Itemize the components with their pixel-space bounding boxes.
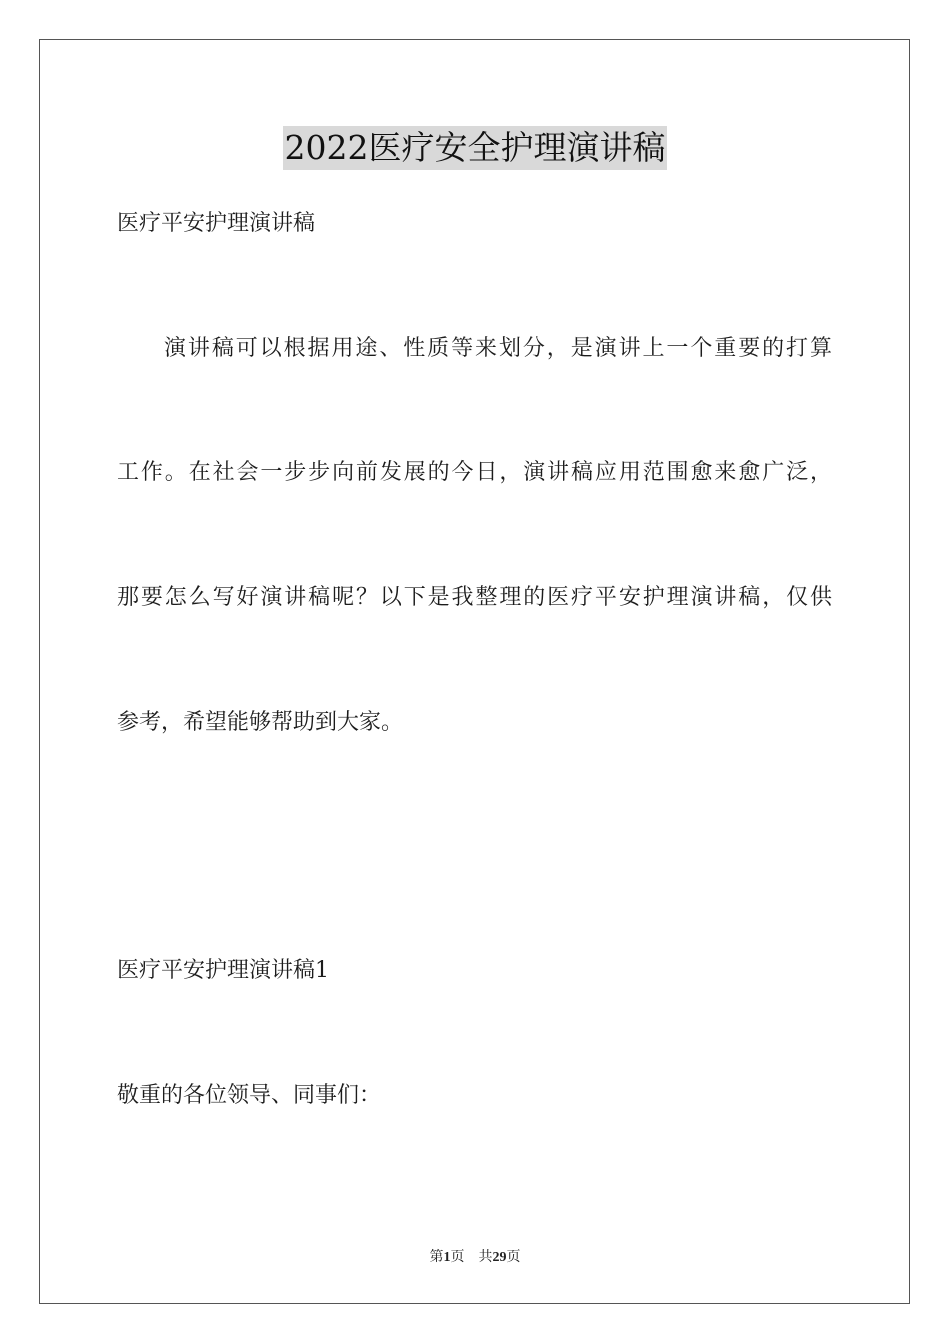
- page-suffix: 页: [450, 1249, 465, 1265]
- page-footer: [0, 1248, 950, 1267]
- paragraph-line-4: 参考，希望能够帮助到大家。: [117, 710, 404, 735]
- paragraph-line-1: 演讲稿可以根据用途、性质等来划分，是演讲上一个重要的打算: [164, 336, 832, 361]
- paragraph-line-3: 那要怎么写好演讲稿呢？以下是我整理的医疗平安护理演讲稿，仅供: [117, 585, 832, 610]
- document-title: 2022医疗安全护理演讲稿: [283, 126, 668, 170]
- document-subtitle: 医疗平安护理演讲稿: [117, 211, 316, 236]
- paragraph-line-2: 工作。在社会一步步向前发展的今日，演讲稿应用范围愈来愈广泛，: [117, 460, 832, 485]
- title-container: [0, 126, 950, 170]
- total-suffix: 页: [506, 1249, 521, 1265]
- page-total: 29: [492, 1250, 507, 1265]
- page-current: 1: [443, 1250, 451, 1265]
- section-heading: 医疗平安护理演讲稿1: [117, 958, 329, 983]
- page-prefix: 第: [429, 1249, 444, 1265]
- total-prefix: 共: [478, 1249, 493, 1265]
- salutation: 敬重的各位领导、同事们：: [117, 1083, 382, 1108]
